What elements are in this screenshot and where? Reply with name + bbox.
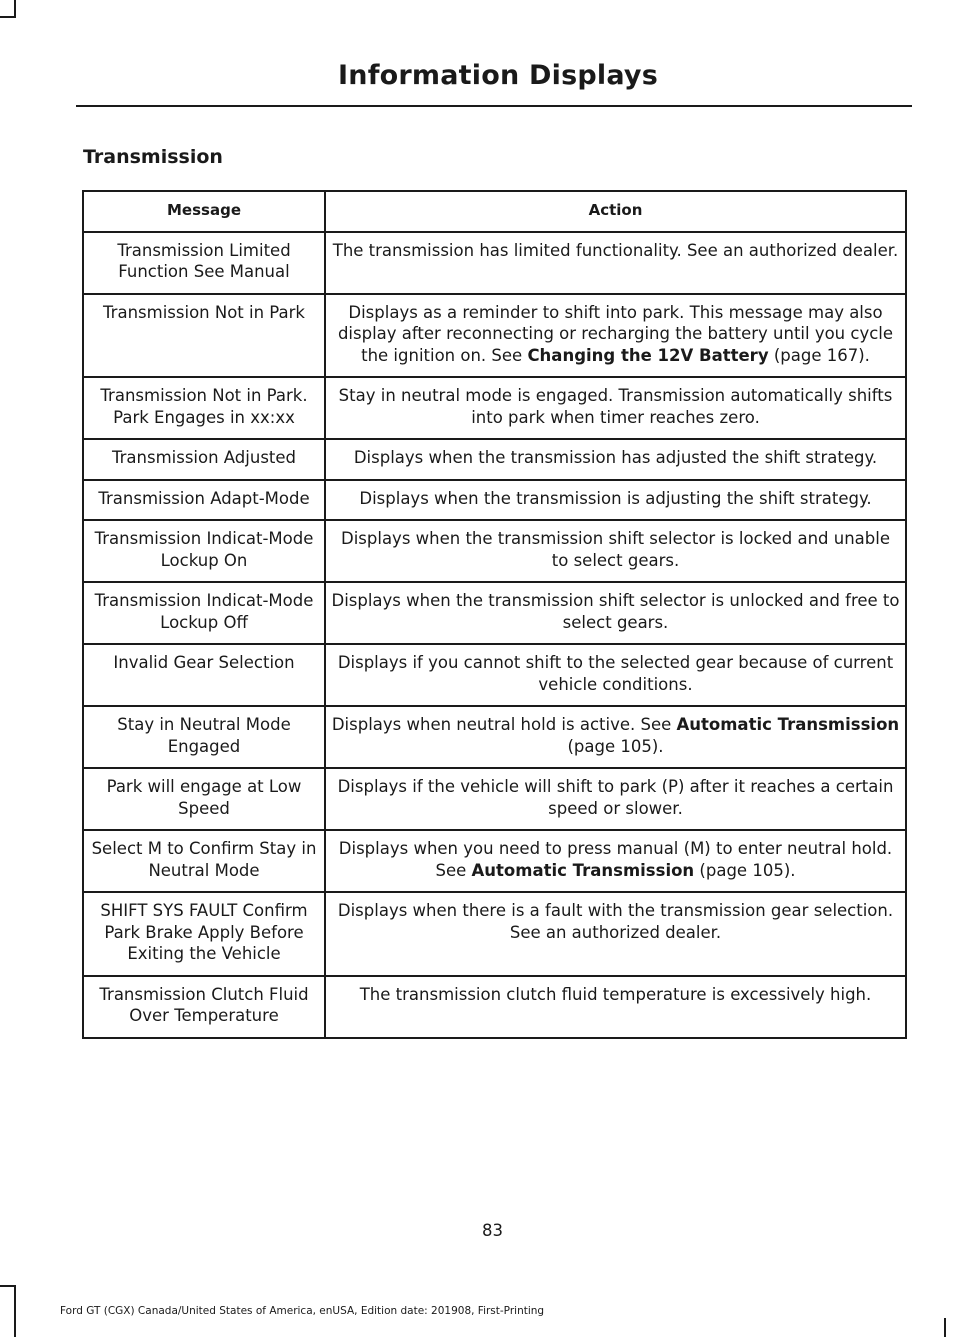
page-header-title: Information Displays [338,60,658,91]
table-row [83,768,906,830]
table-row [83,232,906,294]
action-cell: Displays if the vehicle will shift to park (P) after it reaches a certain speed or slower. [325,768,906,830]
page-reference: (page 105). [694,860,796,880]
column-header-message: Message [83,191,325,232]
table-row [83,520,906,582]
message-cell: Transmission Adapt-Mode [83,480,325,521]
table-row [83,892,906,976]
action-cell: Displays when the transmission has adjusted the shift strategy. [325,439,906,480]
crop-mark-top-left [14,0,16,16]
action-text: Displays when you need to press manual (M) to enter neutral hold. See [338,839,893,880]
table-row [83,480,906,521]
table-row [83,976,906,1038]
crop-mark-bottom-right [944,1318,946,1337]
column-header-action: Action [325,191,906,232]
action-cell: The transmission has limited functionality. See an authorized dealer. [325,232,906,294]
cross-reference-link[interactable]: Changing the 12V Battery [527,345,769,365]
action-cell: Displays if you cannot shift to the selected gear because of current vehicle conditions. [325,644,906,706]
table-row [83,582,906,644]
action-cell: Displays when the transmission shift selector is locked and unable to select gears. [325,520,906,582]
message-cell: Transmission Indicat-Mode Lockup Off [83,582,325,644]
page-reference: (page 167). [768,345,870,365]
table-row [83,377,906,439]
table-row [83,294,906,378]
crop-mark-bottom-left-h [0,1285,16,1287]
page-reference: (page 105). [567,736,664,756]
message-cell: Select M to Confirm Stay in Neutral Mode [83,830,325,892]
message-cell: Transmission Not in Park [83,294,325,378]
action-cell [325,706,906,768]
table-row [83,439,906,480]
cross-reference-link[interactable]: Automatic Transmission [471,860,695,880]
page-number: 83 [482,1221,503,1240]
message-cell: Transmission Indicat-Mode Lockup On [83,520,325,582]
action-cell: Stay in neutral mode is engaged. Transmission automatically shifts into park when timer reaches zero. [325,377,906,439]
table-row [83,644,906,706]
message-cell: SHIFT SYS FAULT Confirm Park Brake Apply Before Exiting the Vehicle [83,892,325,976]
crop-mark-top-left-h [0,16,16,18]
table-header-row [83,191,906,232]
action-text: Displays when neutral hold is active. See [331,715,677,734]
cross-reference-link[interactable]: Automatic Transmission [676,715,900,734]
action-text: Displays as a reminder to shift into park. This message may also display after reconnecting or recharging the battery until you cycle the ignition on. See [337,302,894,365]
message-cell: Transmission Adjusted [83,439,325,480]
action-cell [325,294,906,378]
message-cell: Transmission Limited Function See Manual [83,232,325,294]
footer-edition-info: Ford GT (CGX) Canada/United States of America, enUSA, Edition date: 201908, First-Printing [60,1305,545,1317]
message-cell: Park will engage at Low Speed [83,768,325,830]
action-cell: Displays when there is a fault with the transmission gear selection. See an authorized dealer. [325,892,906,976]
table-row [83,706,906,768]
header-divider [76,105,912,107]
message-cell: Stay in Neutral Mode Engaged [83,706,325,768]
action-cell: The transmission clutch fluid temperature is excessively high. [325,976,906,1038]
table-row [83,830,906,892]
messages-table [82,190,907,1039]
action-cell: Displays when the transmission shift selector is unlocked and free to select gears. [325,582,906,644]
message-cell: Transmission Clutch Fluid Over Temperature [83,976,325,1038]
action-cell [325,830,906,892]
action-cell: Displays when the transmission is adjusting the shift strategy. [325,480,906,521]
message-cell: Transmission Not in Park. Park Engages in xx:xx [83,377,325,439]
message-cell: Invalid Gear Selection [83,644,325,706]
crop-mark-bottom-left [14,1285,16,1337]
section-title: Transmission [83,146,223,168]
